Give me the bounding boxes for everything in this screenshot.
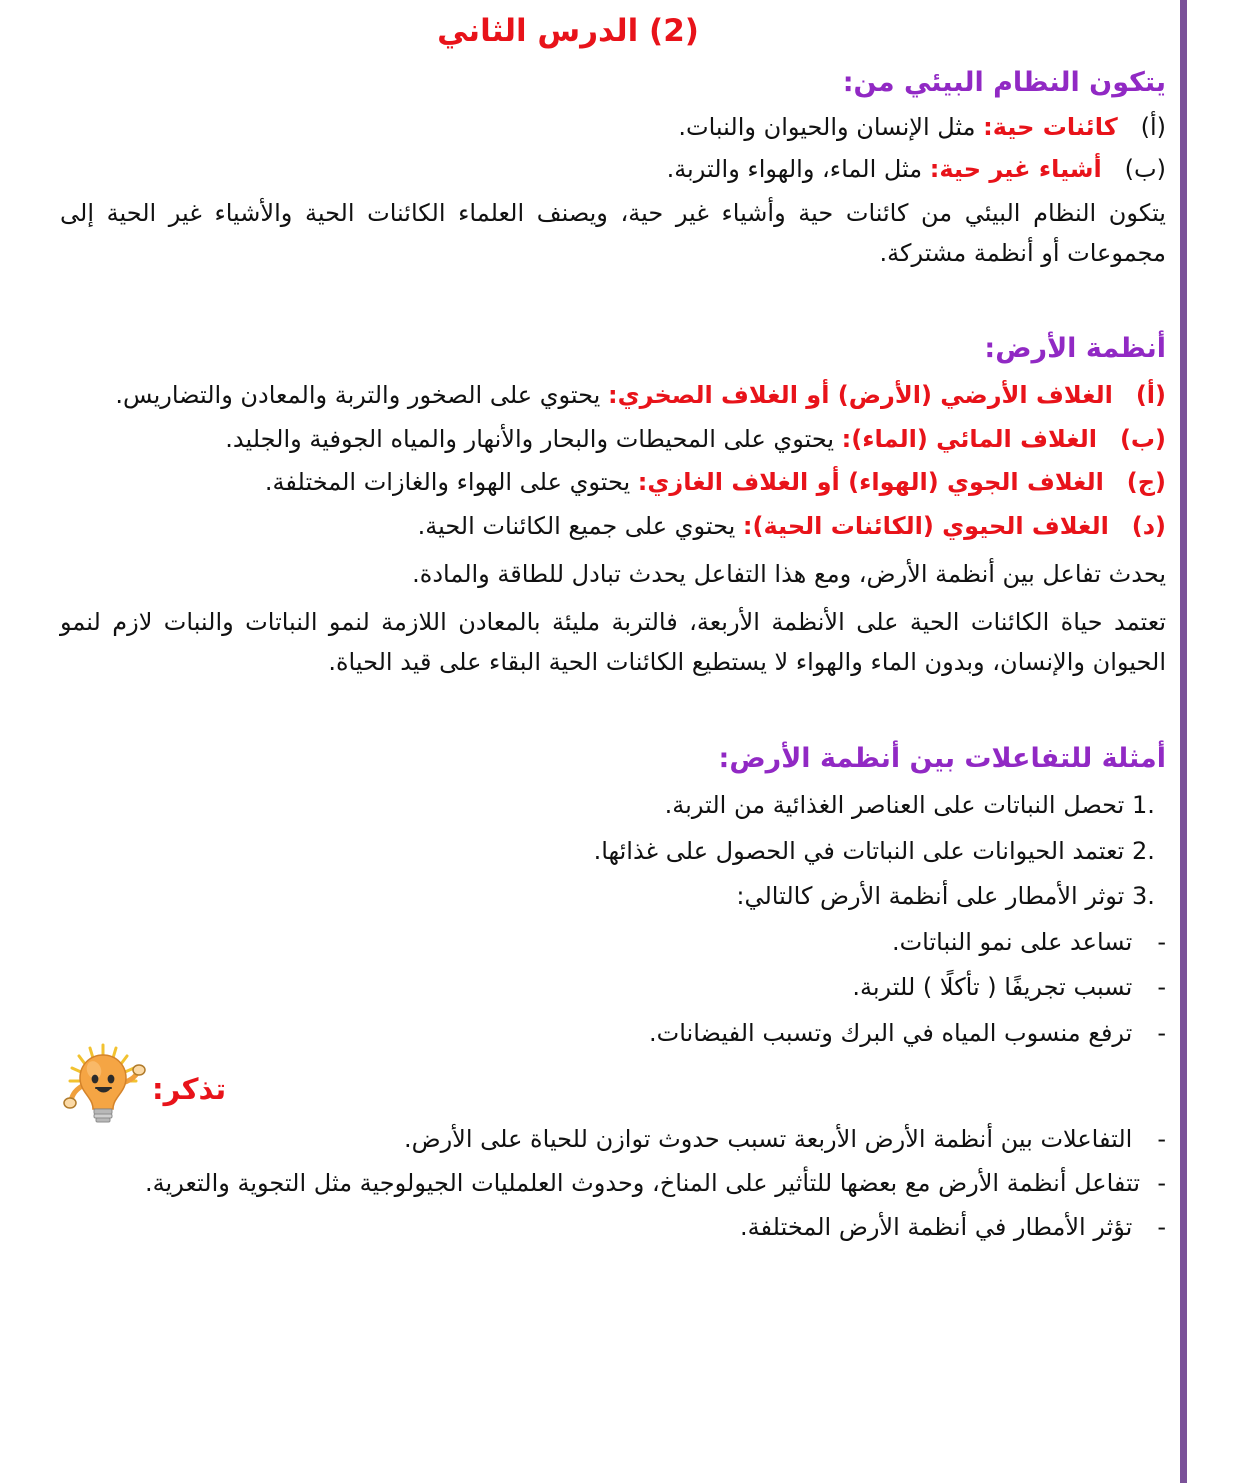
item-marker: (ب): [1119, 424, 1166, 453]
item-dash: -: [1157, 1213, 1166, 1242]
earth-systems-list: [60, 374, 1166, 548]
ecosystem-list: [60, 107, 1166, 191]
item-term: الغلاف الجوي (الهواء) أو الغلاف الغازي:: [637, 468, 1104, 497]
item-term: كائنات حية:: [983, 113, 1118, 142]
examples-numbered-list: [60, 783, 1166, 920]
list-item: [60, 418, 1166, 461]
item-dash: -: [1157, 973, 1166, 1002]
item-number: 3.: [1132, 882, 1155, 911]
heading-examples: أمثلة للتفاعلات بين أنظمة الأرض:: [718, 742, 1166, 774]
list-item: [60, 107, 1166, 148]
item-text: التفاعلات بين أنظمة الأرض الأربعة تسبب حدوث توازن للحياة على الأرض.: [403, 1124, 1133, 1153]
list-item: [60, 874, 1166, 920]
list-item: [60, 783, 1166, 829]
item-rest: يحتوي على الصخور والتربة والمعادن والتضاريس.: [115, 380, 608, 409]
remember-list: [60, 1117, 1166, 1251]
item-text: تتفاعل أنظمة الأرض مع بعضها للتأثير على المناخ، وحدوث العلمليات الجيولوجية مثل التجوية والتعرية.: [145, 1169, 1140, 1198]
item-text: توثر الأمطار على أنظمة الأرض كالتالي:: [736, 882, 1125, 911]
list-item: [60, 505, 1166, 548]
item-marker: (ج): [1126, 468, 1166, 497]
list-item: [60, 920, 1166, 966]
heading-earth-systems: أنظمة الأرض:: [984, 333, 1166, 365]
spacer: [60, 685, 1166, 727]
item-term: الغلاف الحيوي (الكائنات الحية):: [742, 511, 1109, 540]
paragraph-earth-interaction: يحدث تفاعل بين أنظمة الأرض، ومع هذا التفاعل يحدث تبادل للطاقة والمادة.: [412, 559, 1166, 588]
page-title: (2) الدرس الثاني: [437, 13, 699, 49]
item-marker: (ب): [1124, 155, 1166, 184]
list-item: [60, 1163, 1166, 1204]
item-number: 2.: [1132, 836, 1155, 865]
list-item: [60, 149, 1166, 190]
item-text: تحصل النباتات على العناصر الغذائية من التربة.: [664, 791, 1125, 820]
item-text: تسبب تجريفًا ( تأكلًا ) للتربة.: [852, 973, 1133, 1002]
list-item: [60, 1205, 1166, 1251]
item-text: ترفع منسوب المياه في البرك وتسبب الفيضانات.: [649, 1019, 1133, 1047]
item-marker: (د): [1131, 511, 1166, 540]
item-rest: مثل الماء، والهواء والتربة.: [666, 155, 930, 184]
list-item: [60, 965, 1166, 1011]
item-text: تساعد على نمو النباتات.: [891, 927, 1133, 956]
list-item: [60, 461, 1166, 504]
item-text: تعتمد الحيوانات على النباتات في الحصول على غذائها.: [593, 836, 1125, 865]
list-item: [60, 1011, 1166, 1057]
item-dash: -: [1157, 1169, 1166, 1198]
item-marker: (أ): [1135, 380, 1166, 409]
item-marker: (أ): [1140, 113, 1166, 142]
item-text: تؤثر الأمطار في أنظمة الأرض المختلفة.: [740, 1213, 1133, 1242]
paragraph-earth-life: تعتمد حياة الكائنات الحية على الأنظمة الأربعة، فالتربة مليئة بالمعادن اللازمة لنمو النباتات والنبات لازم لنمو الحيوان والإنسان، وبدون الماء والهواء لا يستطيع الكائنات الحية البقاء على قيد الحياة.: [60, 607, 1166, 677]
item-dash: -: [1157, 1124, 1166, 1153]
item-term: الغلاف المائي (الماء):: [841, 424, 1098, 453]
item-dash: -: [1157, 1019, 1166, 1047]
list-item: [60, 1117, 1166, 1163]
item-rest: يحتوي على المحيطات والبحار والأنهار والمياه الجوفية والجليد.: [225, 424, 842, 453]
paragraph-ecosystem: يتكون النظام البيئي من كائنات حية وأشياء غير حية، ويصنف العلماء الكائنات الحية والأشياء غير الحية إلى مجموعات أو أنظمة مشتركة.: [60, 198, 1166, 268]
item-number: 1.: [1132, 791, 1155, 820]
item-rest: مثل الإنسان والحيوان والنبات.: [678, 113, 984, 142]
list-item: [60, 374, 1166, 417]
item-rest: يحتوي على جميع الكائنات الحية.: [417, 511, 743, 540]
item-term: أشياء غير حية:: [929, 155, 1102, 184]
examples-sub-list: [60, 920, 1166, 1057]
item-dash: -: [1157, 927, 1166, 956]
remember-header: [60, 1057, 1166, 1115]
heading-remember: تذكر:: [152, 1071, 227, 1106]
item-term: الغلاف الأرضي (الأرض) أو الغلاف الصخري:: [607, 380, 1113, 409]
list-item: [60, 829, 1166, 875]
spacer: [60, 275, 1166, 317]
lightbulb-character-icon: [60, 1041, 146, 1125]
item-rest: يحتوي على الهواء والغازات المختلفة.: [264, 468, 638, 497]
heading-ecosystem: يتكون النظام البيئي من:: [842, 66, 1166, 98]
